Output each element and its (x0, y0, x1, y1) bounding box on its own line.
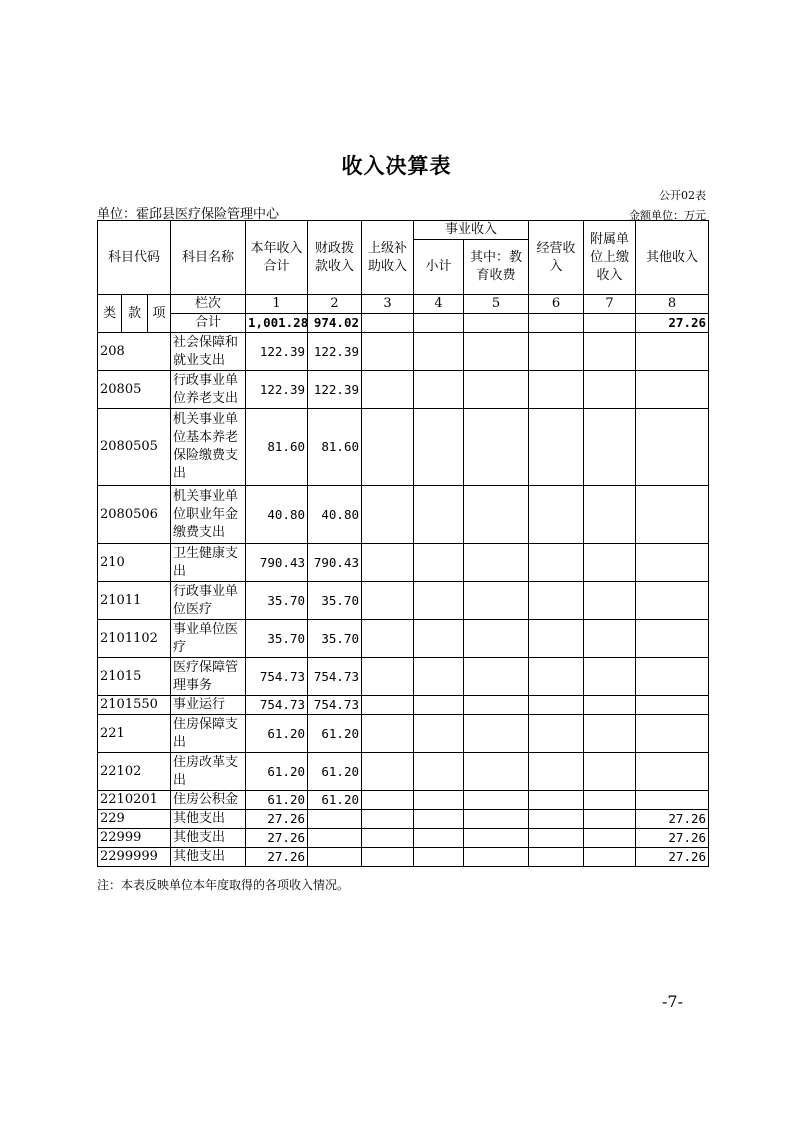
row-name: 其他支出 (171, 810, 246, 829)
row-code: 210 (98, 544, 171, 582)
row-superior (362, 371, 414, 409)
total-fiscal: 974.02 (308, 314, 362, 333)
row-subtotal (414, 620, 464, 658)
row-education (464, 753, 529, 791)
row-superior (362, 333, 414, 371)
row-name: 事业运行 (171, 696, 246, 715)
row-other (636, 582, 709, 620)
row-name: 其他支出 (171, 829, 246, 848)
row-fiscal: 754.73 (308, 658, 362, 696)
row-affiliated (584, 848, 636, 867)
row-fiscal: 61.20 (308, 791, 362, 810)
row-other: 27.26 (636, 810, 709, 829)
row-fiscal: 122.39 (308, 333, 362, 371)
row-code: 2101550 (98, 696, 171, 715)
row-education (464, 582, 529, 620)
row-other (636, 409, 709, 486)
form-number: 公开02表 (659, 189, 706, 202)
row-education (464, 715, 529, 753)
row-subtotal (414, 486, 464, 544)
row-total: 754.73 (246, 696, 308, 715)
row-other (636, 544, 709, 582)
header-lanci: 栏次 (171, 295, 246, 314)
row-education (464, 409, 529, 486)
row-affiliated (584, 829, 636, 848)
row-affiliated (584, 333, 636, 371)
row-education (464, 848, 529, 867)
row-code: 21011 (98, 582, 171, 620)
row-education (464, 620, 529, 658)
row-superior (362, 753, 414, 791)
table-row (98, 829, 709, 848)
header-kuan: 款 (122, 295, 148, 333)
row-other (636, 658, 709, 696)
total-other: 27.26 (636, 314, 709, 333)
header-code: 科目代码 (98, 221, 171, 295)
row-affiliated (584, 544, 636, 582)
row-subtotal (414, 582, 464, 620)
row-operating (529, 409, 584, 486)
row-fiscal (308, 810, 362, 829)
row-code: 2080506 (98, 486, 171, 544)
row-name: 行政事业单位医疗 (171, 582, 246, 620)
row-operating (529, 486, 584, 544)
row-other (636, 696, 709, 715)
col-number: 1 (246, 295, 308, 314)
row-operating (529, 544, 584, 582)
row-total: 27.26 (246, 829, 308, 848)
table-row (98, 715, 709, 753)
row-code: 21015 (98, 658, 171, 696)
row-superior (362, 810, 414, 829)
row-affiliated (584, 791, 636, 810)
row-superior (362, 696, 414, 715)
row-other (636, 753, 709, 791)
row-fiscal: 61.20 (308, 715, 362, 753)
row-code: 2080505 (98, 409, 171, 486)
income-statement-table (97, 220, 709, 867)
page-title: 收入决算表 (341, 154, 452, 178)
row-subtotal (414, 544, 464, 582)
table-row (98, 620, 709, 658)
column-number-row (98, 295, 709, 314)
row-superior (362, 658, 414, 696)
total-label: 合计 (171, 314, 246, 333)
table-row (98, 486, 709, 544)
row-education (464, 486, 529, 544)
row-affiliated (584, 486, 636, 544)
col-number: 5 (464, 295, 529, 314)
row-code: 208 (98, 333, 171, 371)
row-name: 卫生健康支出 (171, 544, 246, 582)
row-code: 22102 (98, 753, 171, 791)
row-operating (529, 753, 584, 791)
row-operating (529, 582, 584, 620)
row-name: 其他支出 (171, 848, 246, 867)
row-education (464, 333, 529, 371)
row-affiliated (584, 753, 636, 791)
row-other (636, 486, 709, 544)
row-total: 61.20 (246, 753, 308, 791)
row-subtotal (414, 829, 464, 848)
row-total: 35.70 (246, 620, 308, 658)
header-lei: 类 (98, 295, 122, 333)
row-operating (529, 848, 584, 867)
row-superior (362, 582, 414, 620)
row-other (636, 371, 709, 409)
row-subtotal (414, 696, 464, 715)
row-total: 122.39 (246, 333, 308, 371)
table-row (98, 409, 709, 486)
row-fiscal: 35.70 (308, 582, 362, 620)
row-operating (529, 658, 584, 696)
row-other (636, 715, 709, 753)
row-affiliated (584, 658, 636, 696)
row-education (464, 829, 529, 848)
row-operating (529, 829, 584, 848)
row-subtotal (414, 371, 464, 409)
header-row (98, 221, 709, 240)
row-affiliated (584, 409, 636, 486)
row-affiliated (584, 620, 636, 658)
row-operating (529, 715, 584, 753)
table-row (98, 753, 709, 791)
row-code: 2299999 (98, 848, 171, 867)
row-operating (529, 791, 584, 810)
row-code: 229 (98, 810, 171, 829)
row-total: 61.20 (246, 715, 308, 753)
page-number: -7- (662, 992, 683, 1011)
row-superior (362, 715, 414, 753)
row-operating (529, 810, 584, 829)
row-fiscal: 122.39 (308, 371, 362, 409)
row-other (636, 333, 709, 371)
header-affiliated: 附属单位上缴收入 (584, 221, 636, 295)
row-total: 61.20 (246, 791, 308, 810)
header-superior: 上级补助收入 (362, 221, 414, 295)
row-superior (362, 544, 414, 582)
row-name: 医疗保障管理事务 (171, 658, 246, 696)
row-education (464, 658, 529, 696)
money-unit: 金额单位：万元 (629, 209, 706, 222)
row-name: 住房保障支出 (171, 715, 246, 753)
row-name: 住房公积金 (171, 791, 246, 810)
total-row (98, 314, 709, 333)
row-total: 122.39 (246, 371, 308, 409)
table-row (98, 848, 709, 867)
row-other (636, 791, 709, 810)
row-name: 社会保障和就业支出 (171, 333, 246, 371)
total-amount: 1,001.28 (246, 314, 308, 333)
row-operating (529, 620, 584, 658)
row-name: 住房改革支出 (171, 753, 246, 791)
row-subtotal (414, 848, 464, 867)
col-number: 2 (308, 295, 362, 314)
header-total: 本年收入合计 (246, 221, 308, 295)
row-other: 27.26 (636, 848, 709, 867)
row-total: 27.26 (246, 810, 308, 829)
row-subtotal (414, 715, 464, 753)
row-fiscal: 35.70 (308, 620, 362, 658)
row-superior (362, 486, 414, 544)
row-education (464, 791, 529, 810)
table-row (98, 582, 709, 620)
row-code: 2210201 (98, 791, 171, 810)
row-operating (529, 371, 584, 409)
table-row (98, 371, 709, 409)
row-total: 754.73 (246, 658, 308, 696)
row-education (464, 810, 529, 829)
row-code: 20805 (98, 371, 171, 409)
header-name: 科目名称 (171, 221, 246, 295)
col-number: 3 (362, 295, 414, 314)
table-row (98, 333, 709, 371)
row-subtotal (414, 409, 464, 486)
row-affiliated (584, 696, 636, 715)
row-affiliated (584, 810, 636, 829)
row-total: 790.43 (246, 544, 308, 582)
table-row (98, 658, 709, 696)
table-row (98, 791, 709, 810)
row-subtotal (414, 810, 464, 829)
row-other: 27.26 (636, 829, 709, 848)
table-row (98, 696, 709, 715)
row-subtotal (414, 753, 464, 791)
row-total: 81.60 (246, 409, 308, 486)
row-affiliated (584, 371, 636, 409)
row-fiscal: 40.80 (308, 486, 362, 544)
row-name: 机关事业单位职业年金缴费支出 (171, 486, 246, 544)
reporting-unit: 单位：霍邱县医疗保险管理中心 (97, 207, 280, 222)
row-code: 2101102 (98, 620, 171, 658)
row-superior (362, 829, 414, 848)
row-subtotal (414, 658, 464, 696)
row-operating (529, 333, 584, 371)
row-education (464, 544, 529, 582)
row-total: 35.70 (246, 582, 308, 620)
header-xiang: 项 (148, 295, 171, 333)
row-superior (362, 848, 414, 867)
header-subtotal: 小计 (414, 240, 464, 295)
row-code: 22999 (98, 829, 171, 848)
row-name: 事业单位医疗 (171, 620, 246, 658)
header-operating: 经营收入 (529, 221, 584, 295)
row-code: 221 (98, 715, 171, 753)
row-fiscal (308, 829, 362, 848)
col-number: 4 (414, 295, 464, 314)
row-other (636, 620, 709, 658)
row-fiscal: 81.60 (308, 409, 362, 486)
table-note: 注：本表反映单位本年度取得的各项收入情况。 (97, 878, 350, 892)
row-education (464, 371, 529, 409)
row-education (464, 696, 529, 715)
table-row (98, 810, 709, 829)
row-fiscal (308, 848, 362, 867)
header-other: 其他收入 (636, 221, 709, 295)
table-row (98, 544, 709, 582)
header-business-group: 事业收入 (414, 221, 529, 240)
row-total: 27.26 (246, 848, 308, 867)
row-affiliated (584, 715, 636, 753)
row-subtotal (414, 791, 464, 810)
header-education: 其中：教育收费 (464, 240, 529, 295)
row-superior (362, 409, 414, 486)
header-fiscal: 财政拨款收入 (308, 221, 362, 295)
row-fiscal: 790.43 (308, 544, 362, 582)
row-fiscal: 754.73 (308, 696, 362, 715)
row-name: 行政事业单位养老支出 (171, 371, 246, 409)
row-superior (362, 791, 414, 810)
row-name: 机关事业单位基本养老保险缴费支出 (171, 409, 246, 486)
row-total: 40.80 (246, 486, 308, 544)
row-superior (362, 620, 414, 658)
col-number: 7 (584, 295, 636, 314)
row-operating (529, 696, 584, 715)
row-subtotal (414, 333, 464, 371)
row-affiliated (584, 582, 636, 620)
row-fiscal: 61.20 (308, 753, 362, 791)
col-number: 8 (636, 295, 709, 314)
col-number: 6 (529, 295, 584, 314)
